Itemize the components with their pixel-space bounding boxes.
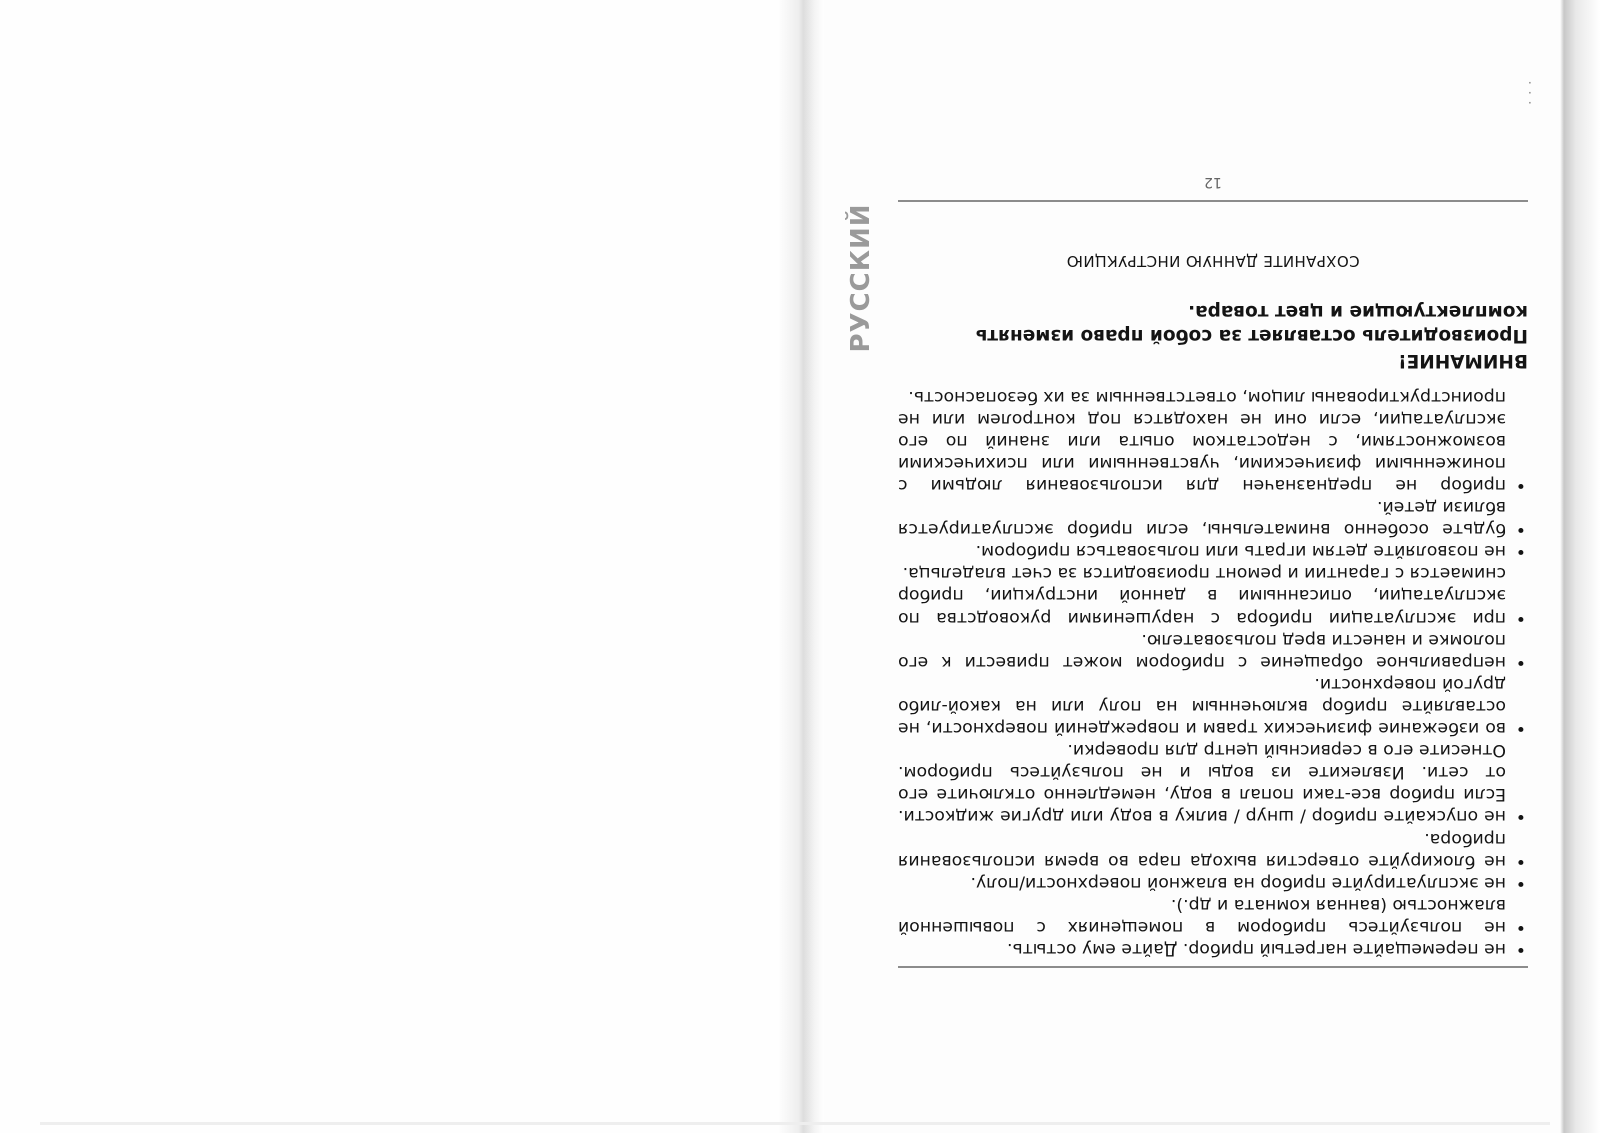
language-label: РУССКИЙ <box>846 203 876 353</box>
safety-item: • не пользуйтесь прибором в помещениях с повышенной влажностью (ванная комната и др.). <box>898 894 1528 938</box>
warning-text: Производитель оставляет за собой право изменять комплектующие и цвет товара. <box>975 300 1528 347</box>
instruction-page-rotated <box>846 100 1536 1030</box>
safety-item: • во избежание физических травм и повреждений поверхности, не оставляйте прибор включенным на полу или на какой-либо другой поверхности. <box>898 673 1528 739</box>
page-number: 12 <box>1204 174 1222 191</box>
safety-item: • не перемещайте нагретый прибор. Дайте ему остыть. <box>898 938 1528 960</box>
safety-item: • не позволяйте детям играть или пользоваться прибором. <box>898 540 1528 562</box>
safety-item: • не блокируйте отверстия выхода пара во время использования прибора. <box>898 827 1528 871</box>
safety-item: • прибор не предназначен для использования людьми с пониженными физическими, чувственными или психическими возможностями, с недостатком опыта или знаний по его эксплуатации, если они не находятся под контролем или не проинструктированы лицом, ответственным за их безопасность. <box>898 386 1528 496</box>
top-rule <box>898 966 1528 968</box>
safety-item: • при эксплуатации прибора с нарушениями руководства по эксплуатации, описанными в данной инструкции, прибор снимается с гарантии и ремонт производится за счет владельца. <box>898 562 1528 628</box>
safety-item: • не эксплуатируйте прибор на влажной поверхности/полу. <box>898 872 1528 894</box>
edge-marks: · · · <box>1528 76 1532 110</box>
safety-item: • неправильное обращение с прибором может привести к его поломке и нанести вред пользователю. <box>898 629 1528 673</box>
safety-list <box>898 386 1528 960</box>
warning-block <box>898 298 1528 372</box>
page-edge-shadow <box>1560 0 1600 1133</box>
book-gutter <box>778 0 824 1133</box>
warning-title: ВНИМАНИЕ! <box>1398 349 1528 371</box>
left-page-blank <box>0 0 795 1133</box>
safety-item: • будьте особенно внимательны, если прибор эксплуатируется вблизи детей. <box>898 496 1528 540</box>
save-instructions-note: СОХРАНИТЕ ДАННУЮ ИНСТРУКЦИЮ <box>1066 252 1360 271</box>
instruction-page <box>898 100 1528 1030</box>
bottom-edge-shadow <box>40 1122 1550 1125</box>
safety-item: • не опускайте прибор / шнур / вилку в воду или другие жидкости. Если прибор все-таки попал в воду, немедленно отключите его от сети. Извлеките из воды и не пользуйтесь прибором. Отнесите его в сервисный центр для проверки. <box>898 739 1528 827</box>
bottom-rule <box>898 200 1528 202</box>
